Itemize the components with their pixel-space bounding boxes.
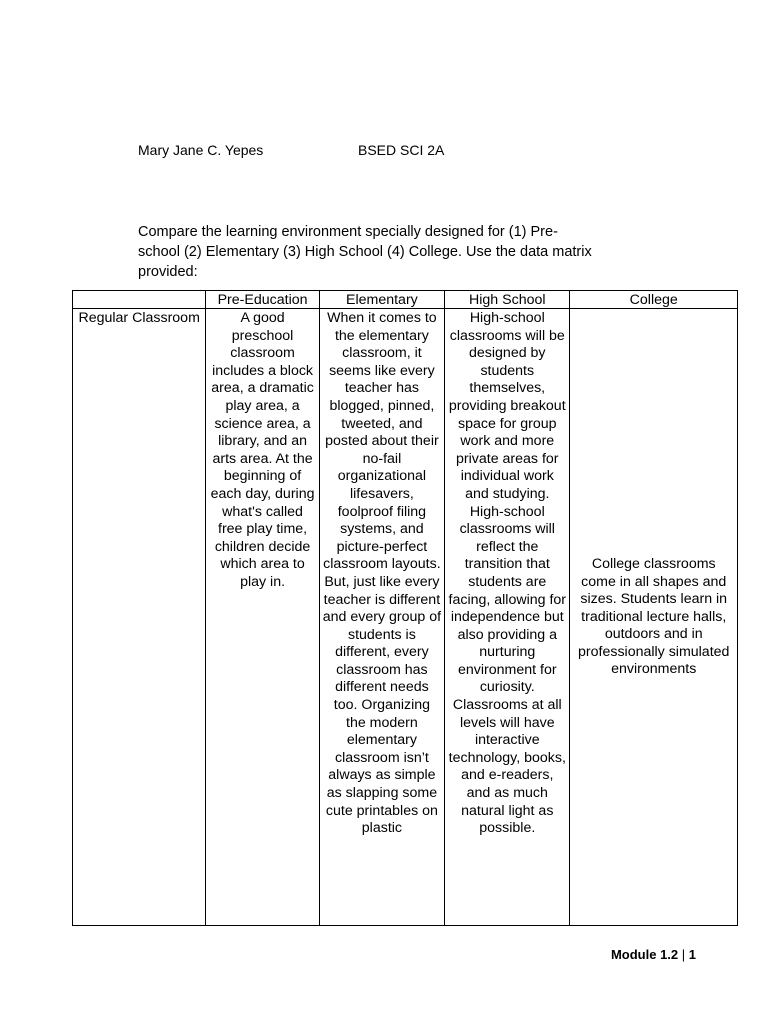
course-section: BSED SCI 2A	[358, 142, 445, 158]
cell-elementary: When it comes to the elementary classroom, it seems like every teacher has blogged, pinned, tweeted, and posted about their no-fail organizational lifesavers, foolproof filing systems, and picture-perfect classroom layouts. But, just like every teacher is different and every group of students is different, every classroom has different needs too. Organizing the modern elementary classroom isn’t always as simple as slapping some cute printables on plastic	[319, 309, 444, 926]
cell-high-school: High-school classrooms will be designed by students themselves, providing breakout space for group work and more private areas for individual work and studying. High-school classrooms will reflect the transition that students are facing, allowing for independence but also providing a nurturing environment for curiosity. Classrooms at all levels will have interactive technology, books, and e-readers, and as much natural light as possible.	[445, 309, 570, 926]
footer-separator: |	[678, 947, 689, 962]
cell-college: College classrooms come in all shapes and sizes. Students learn in traditional lecture halls, outdoors and in professionally simulated environments	[570, 309, 738, 926]
page-number: 1	[688, 947, 696, 962]
data-matrix-table	[72, 290, 738, 926]
assignment-prompt: Compare the learning environment specially designed for (1) Pre-school (2) Elementary (3) High School (4) College. Use the data matrix provided:	[138, 224, 592, 280]
column-header-pre-education: Pre-Education	[206, 291, 319, 309]
column-header-elementary: Elementary	[319, 291, 444, 309]
table-header-row	[73, 291, 738, 309]
module-label: Module 1.2	[610, 947, 679, 962]
row-label-regular-classroom: Regular Classroom	[73, 309, 206, 926]
column-header-empty	[73, 291, 206, 309]
document-header	[138, 142, 445, 158]
table-row	[73, 309, 738, 926]
cell-pre-education: A good preschool classroom includes a block area, a dramatic play area, a science area, a library, and an arts area. At the beginning of each day, during what's called free play time, children decide which area to play in.	[206, 309, 319, 926]
student-name: Mary Jane C. Yepes	[138, 142, 264, 158]
column-header-high-school: High School	[445, 291, 570, 309]
page-footer	[611, 947, 696, 962]
column-header-college: College	[570, 291, 738, 309]
